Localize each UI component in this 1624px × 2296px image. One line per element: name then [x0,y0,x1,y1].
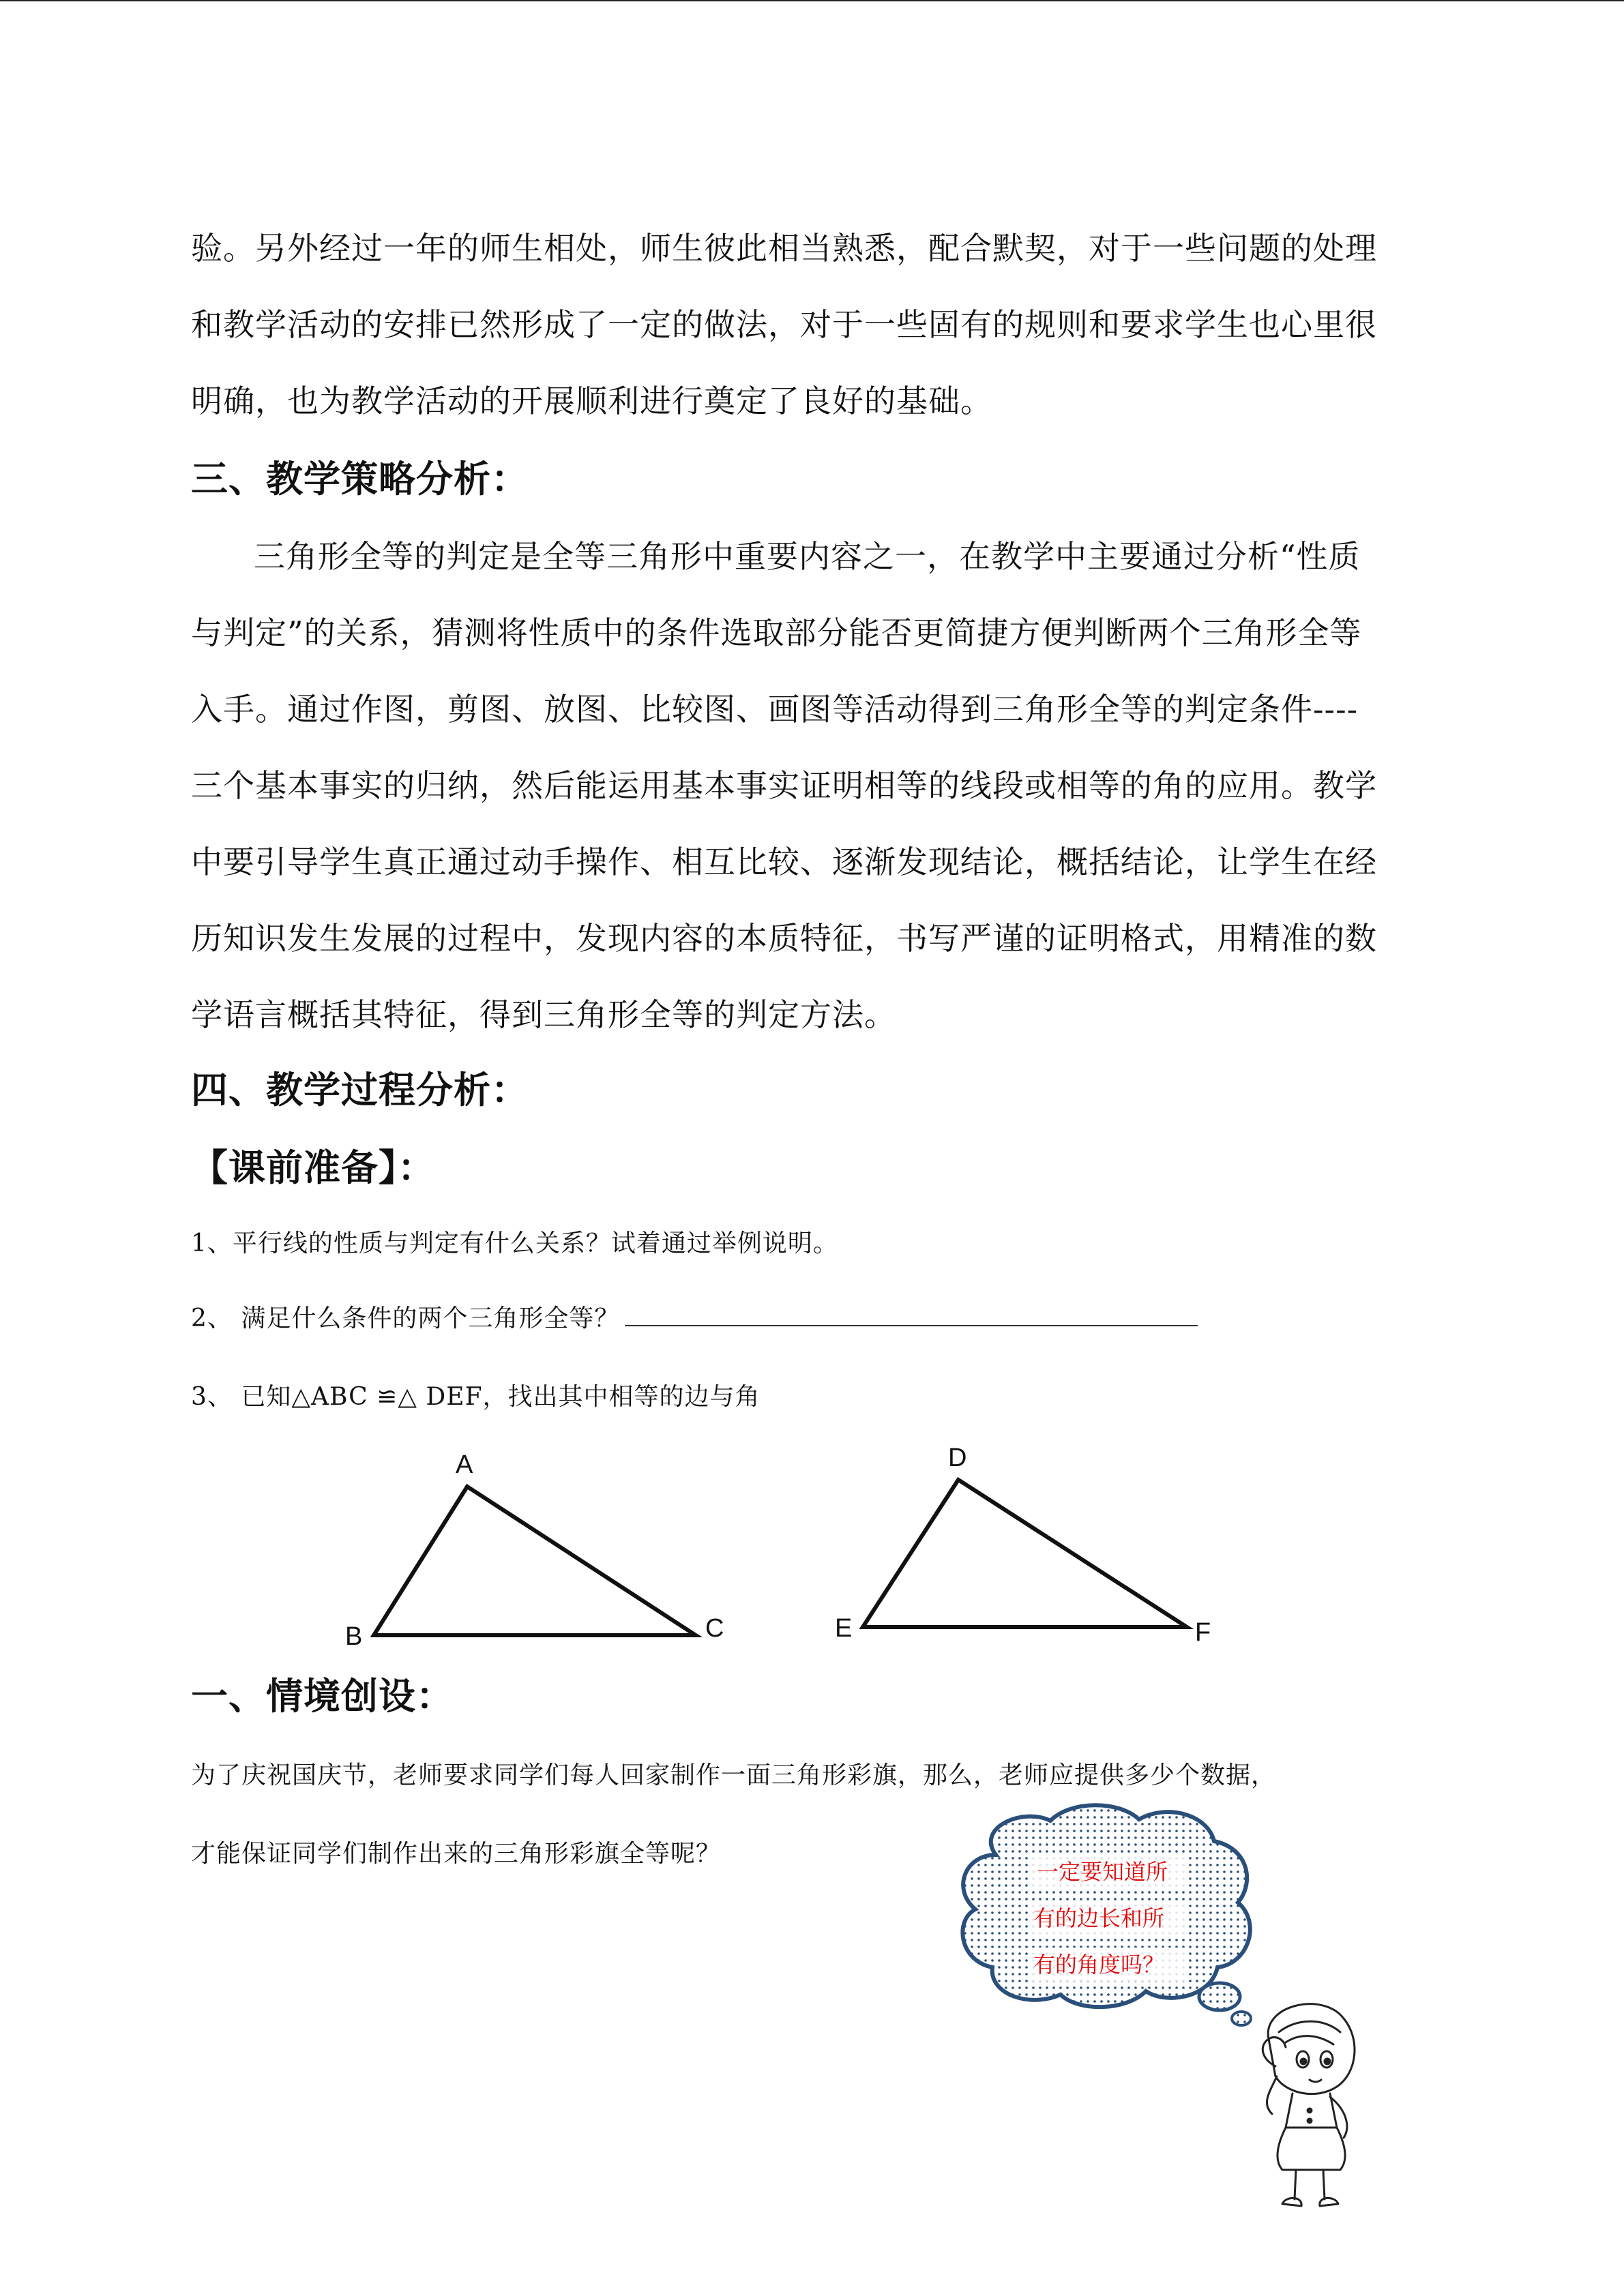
paragraph-line: 三角形全等的判定是全等三角形中重要内容之一，在教学中主要通过分析“性质 [254,538,1361,575]
paragraph-line: 中要引导学生真正通过动手操作、相互比较、逐渐发现结论，概括结论，让学生在经 [191,844,1377,880]
triangle-def [863,1480,1187,1627]
section-heading: 一、情境创设： [191,1675,454,1718]
bubble-line-3: 有的角度吗？ [1033,1952,1165,1978]
question-2 [191,1299,1198,1334]
bubble-line-2: 有的边长和所 [1033,1905,1165,1931]
paragraph-line: 才能保证同学们制作出来的三角形彩旗全等呢？ [191,1840,722,1868]
answer-blank[interactable] [625,1304,1198,1326]
vertex-label-c: C [705,1614,724,1643]
vertex-label-d: D [948,1444,967,1472]
bubble-line-1: 一定要知道所 [1037,1859,1168,1885]
paragraph-line: 历知识发生发展的过程中，发现内容的本质特征，书写严谨的证明格式，用精准的数 [191,920,1377,957]
section-heading: 三、教学策略分析： [191,458,529,501]
vertex-label-b: B [345,1622,363,1650]
paragraph-line: 学语言概括其特征，得到三角形全等的判定方法。 [191,996,896,1033]
paragraph-line: 为了庆祝国庆节，老师要求同学们每人回家制作一面三角形彩旗，那么，老师应提供多少个数据， [191,1761,1277,1789]
paragraph-line: 明确，也为教学活动的开展顺利进行奠定了良好的基础。 [191,383,992,419]
triangle-abc-figure [327,1439,750,1650]
triangle-def-figure [818,1432,1241,1650]
triangle-abc [374,1487,696,1635]
section-heading: 四、教学过程分析： [191,1069,529,1112]
vertex-label-a: A [456,1450,473,1479]
question-3: 3、 已知△ABC ≌△ DEF，找出其中相等的边与角 [191,1383,761,1411]
paragraph-line: 与判定”的关系，猜测将性质中的条件选取部分能否更简捷方便判断两个三角形全等 [191,614,1362,651]
girl-illustration [1221,1991,1385,2216]
prep-heading: 【课前准备】： [191,1146,435,1189]
paragraph-line: 入手。通过作图，剪图、放图、比较图、画图等活动得到三角形全等的判定条件---- [191,691,1359,728]
question-2-text: 2、 满足什么条件的两个三角形全等？ [191,1304,620,1332]
paragraph-line: 验。另外经过一年的师生相处，师生彼此相当熟悉，配合默契，对于一些问题的处理 [191,230,1377,267]
paragraph-line: 和教学活动的安排已然形成了一定的做法，对于一些固有的规则和要求学生也心里很 [191,306,1377,343]
vertex-label-e: E [835,1614,853,1643]
vertex-label-f: F [1195,1618,1211,1647]
paragraph-line: 三个基本事实的归纳，然后能运用基本事实证明相等的线段或相等的角的应用。教学 [191,767,1377,804]
question-1: 1、平行线的性质与判定有什么关系？试着通过举例说明。 [191,1229,838,1257]
